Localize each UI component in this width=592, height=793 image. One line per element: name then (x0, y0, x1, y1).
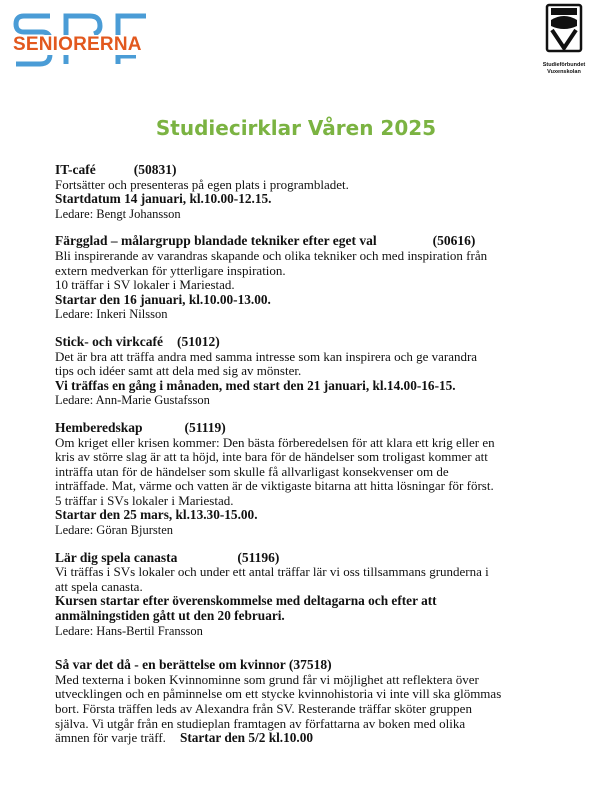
course-it-cafe (55, 163, 575, 221)
course-start: anmälningstiden gått ut den 20 februari. (55, 608, 285, 624)
course-heading (55, 234, 575, 249)
course-description-line: Det är bra att träffa andra med samma intresse som kan inspirera och ge varandra (55, 348, 478, 364)
course-code: (51012) (176, 333, 220, 349)
course-description-line: extern medverkan för ytterligare inspiration. (55, 262, 286, 278)
spf-seniorerna-logo (10, 8, 150, 70)
course-code: (50831) (133, 162, 177, 177)
course-description-line: Med texterna i boken Kvinnominne som grund får vi möjlighet att reflektera över (55, 671, 479, 687)
course-name: Färgglad – målargrupp blandade tekniker efter eget val (55, 233, 377, 249)
course-leader: Ledare: Göran Bjursten (55, 523, 174, 538)
course-code: (51196) (237, 549, 280, 565)
course-description-line: Bli inspirerande av varandras skapande och olika tekniker och med inspiration från (55, 247, 488, 263)
course-leader: Ledare: Inkeri Nilsson (55, 307, 168, 322)
course-name: IT-café (55, 162, 96, 177)
course-heading (55, 163, 575, 178)
course-canasta (55, 551, 575, 639)
sv-caption-line2: Vuxenskolan (547, 69, 581, 75)
course-hemberedskap (55, 421, 575, 538)
sv-caption-line1: Studieförbundet (542, 62, 586, 68)
course-fargglad (55, 234, 575, 322)
course-start: Startdatum 14 januari, kl.10.00-12.15. (55, 191, 272, 207)
course-description-line: att spela canasta. (55, 578, 143, 594)
course-name: Så var det då - en berättelse om kvinnor (55, 657, 286, 673)
course-stick-virkcafe (55, 335, 575, 408)
course-description-line (55, 731, 575, 746)
course-name: Lär dig spela canasta (55, 549, 178, 565)
course-description-line: utvecklingen och en påminnelse om ett stycke kvinnohistoria vi inte vill ska glömmas (55, 686, 502, 702)
course-leader: Ledare: Ann-Marie Gustafsson (55, 393, 210, 408)
course-start: Kursen startar efter överenskommelse med deltagarna och efter att (55, 593, 437, 609)
course-heading (55, 658, 575, 673)
course-heading (55, 421, 575, 436)
course-heading (55, 335, 575, 350)
course-leader: Ledare: Hans-Bertil Fransson (55, 623, 203, 638)
course-description-line: inträffade. Mat, värme och vatten är de viktigaste bitarna att hitta lösningar för först. (55, 478, 494, 494)
course-description-line: Vi träffas i SVs lokaler och under ett antal träffar lär vi oss tillsammans grunderna i (55, 564, 489, 580)
course-description-line: tips och idéer samt att dela med sig av mönster. (55, 363, 302, 379)
course-description-line: Om kriget eller krisen kommer: Den bästa förberedelsen för att klara ett krig eller en (55, 434, 495, 450)
course-heading (55, 551, 575, 566)
page-title: Studiecirklar Våren 2025 (155, 116, 437, 140)
course-list (55, 163, 575, 759)
course-sa-var-det-da (55, 658, 575, 746)
course-description: Fortsätter och presenteras på egen plats i programbladet. (55, 176, 349, 192)
course-name: Hemberedskap (55, 419, 143, 435)
course-description-line: 5 träffar i SVs lokaler i Mariestad. (55, 492, 234, 508)
course-name: Stick- och virkcafé (55, 333, 163, 349)
course-start: Vi träffas en gång i månaden, med start den 21 januari, kl.14.00-16-15. (55, 377, 456, 393)
course-code: (37518) (288, 657, 332, 673)
brand-name: SENIORERNA (13, 34, 142, 55)
course-description-line: 10 träffar i SV lokaler i Mariestad. (55, 277, 235, 293)
sv-emblem-icon (544, 2, 584, 56)
course-leader: Ledare: Bengt Johansson (55, 206, 181, 221)
sv-logo (536, 2, 592, 84)
course-description-end: ämnen för varje träff. (55, 730, 166, 746)
course-description-line: bort. Första träffen leds av Alexandra från SV. Resterande träffar sköter gruppen (55, 701, 472, 716)
course-description-line: kris av större slag är att ta höjd, inte bara för de händelser som troligast kommer att (55, 449, 488, 465)
course-code: (50616) (432, 233, 476, 249)
course-description-line: inträffa utan för de händelser som skulle få allvarligast konsekvenser om de (55, 463, 449, 479)
course-start: Startar den 5/2 kl.10.00 (179, 730, 314, 746)
course-start: Startar den 25 mars, kl.13.30-15.00. (55, 507, 258, 523)
course-description-line: själva. Vi utgår från en studieplan framtagen av författarna av boken med olika (55, 715, 466, 731)
course-start: Startar den 16 januari, kl.10.00-13.00. (55, 291, 271, 307)
course-code: (51119) (184, 419, 226, 435)
